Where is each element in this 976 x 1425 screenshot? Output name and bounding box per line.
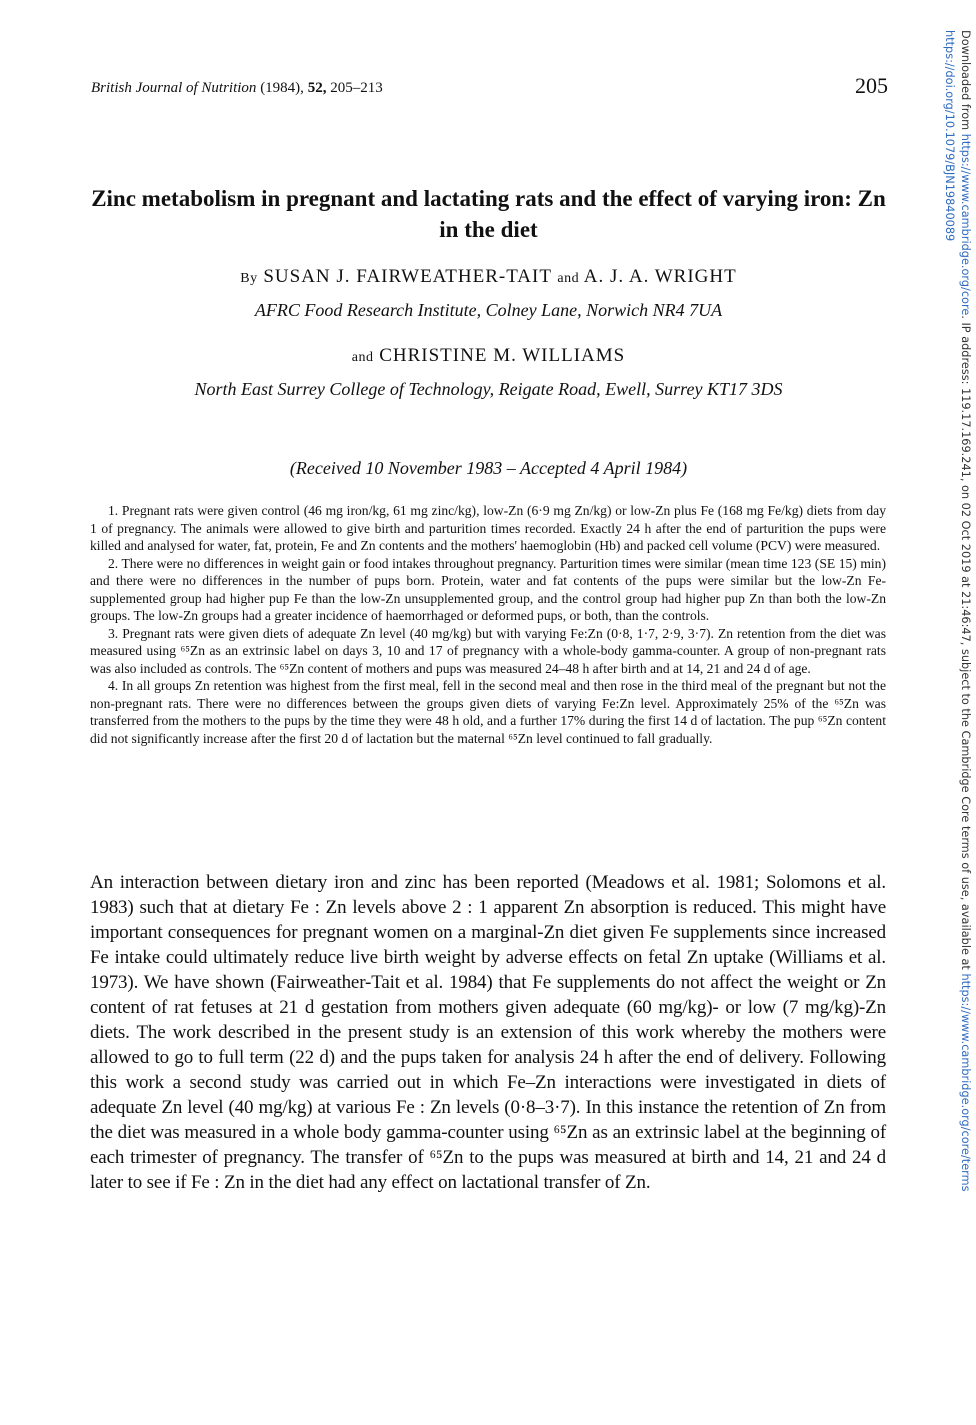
core-link[interactable]: https://www.cambridge.org/core bbox=[959, 133, 972, 316]
affiliation: North East Surrey College of Technology, Reigate Road, Ewell, Surrey KT17 3DS bbox=[194, 379, 783, 399]
download-notice bbox=[938, 30, 974, 1290]
by-word: By bbox=[240, 271, 258, 286]
body-paragraph: An interaction between dietary iron and zinc has been reported (Meadows et al. 1981; Solomons et al. 1983) such that at dietary Fe : Zn levels above 2 : 1 apparent Zn absorption is reduced. This might have important consequences for pregnant women on a marginal-Zn diet given Fe supplements since increased Fe intake could ultimately reduce live birth weight by adverse effects on fetal Zn uptake (Williams et al. 1973). We have shown (Fairweather-Tait et al. 1984) that Fe supplements do not affect the weight or Zn content of rat fetuses at 21 d gestation from mothers given adequate (60 mg/kg)- or low (7 mg/kg)-Zn diets. The work described in the present study is an extension of this work whereby the mothers were allowed to go to full term (22 d) and the pups taken for analysis 24 h after the end of delivery. Following this work a second study was carried out in which Fe–Zn interactions were investigated in diets of adequate Zn level (40 mg/kg) at various Fe : Zn levels (0·8–3·7). In this instance the retention of Zn from the diet was measured in a whole body gamma-counter using ⁶⁵Zn as an extrinsic label at the beginning of each trimester of pregnancy. The transfer of ⁶⁵Zn to the pups was measured at birth and 14, 21 and 24 d later to see if Fe : Zn in the diet had any effect on lactational transfer of Zn. bbox=[90, 872, 886, 1193]
affiliation: AFRC Food Research Institute, Colney Lane, Norwich NR4 7UA bbox=[254, 300, 723, 320]
journal-year: (1984), bbox=[260, 80, 304, 96]
terms-link[interactable]: https://www.cambridge.org/core/terms bbox=[959, 973, 972, 1192]
author-line-2 bbox=[91, 345, 886, 367]
journal-pages: 205–213 bbox=[330, 80, 383, 96]
author-name: A. J. A. WRIGHT bbox=[583, 266, 737, 287]
article-title: Zinc metabolism in pregnant and lactating rats and the effect of varying iron: Zn in the diet bbox=[91, 186, 886, 242]
abstract-paragraph: 2. There were no differences in weight gain or food intakes throughout pregnancy. Parturition times were similar (mean time 123 (SE 15) min) and there were no differences in the number of pups born. Protein, water and fat contents of the pups were similar but the low-Zn Fe-supplemented group had higher pup Fe than the low-Zn unsupplemented group, and the control group had higher pup Zn than both the low-Zn groups. The low-Zn groups had a greater incidence of haemorrhaged or deformed pups, or both, than the controls. bbox=[90, 555, 886, 623]
received-dates: (Received 10 November 1983 – Accepted 4 April 1984) bbox=[289, 458, 688, 478]
and-word: and bbox=[351, 350, 374, 365]
author-line-1 bbox=[91, 266, 886, 288]
introduction bbox=[90, 870, 886, 1195]
page-number: 205 bbox=[855, 73, 888, 98]
running-header bbox=[91, 80, 383, 97]
abstract bbox=[90, 502, 886, 747]
journal-name: British Journal of Nutrition bbox=[91, 80, 257, 96]
and-word: and bbox=[557, 271, 580, 286]
abstract-paragraph: 4. In all groups Zn retention was highest from the first meal, fell in the second meal and then rose in the third meal of the pregnant but not the non-pregnant rats. There were no differences between the groups given diets of varying Fe:Zn level. Approximately 25% of the ⁶⁵Zn was transferred from the mothers to the pups by the time they were 48 h old, and a further 17% during the first 14 d of lactation. The pup ⁶⁵Zn content did not significantly increase after the first 20 d of lactation but the maternal ⁶⁵Zn level continued to fall gradually. bbox=[90, 678, 886, 746]
doi-link[interactable]: https://doi.org/10.1079/BJN19840089 bbox=[943, 30, 956, 242]
author-name: CHRISTINE M. WILLIAMS bbox=[379, 345, 626, 366]
download-notice-text bbox=[958, 30, 972, 1192]
journal-volume: 52, bbox=[307, 80, 327, 96]
ip-text: . IP address: 119.17.169.241, on 02 Oct 2019 at 21:46:47, subject to the Cambridge Core terms of use, available at bbox=[959, 315, 972, 970]
download-prefix: Downloaded from bbox=[959, 30, 972, 131]
abstract-paragraph: 3. Pregnant rats were given diets of adequate Zn level (40 mg/kg) but with varying Fe:Zn (0·8, 1·7, 2·9, 3·7). Zn retention from the diet was measured using ⁶⁵Zn as an extrinsic label on days 3, 10 and 17 of pregnancy with a whole-body gamma-counter. A group of non-pregnant rats was also included as controls. The ⁶⁵Zn content of mothers and pups was measured 24–48 h after birth and at 14, 21 and 24 d of age. bbox=[90, 625, 886, 676]
author-name: SUSAN J. FAIRWEATHER-TAIT bbox=[263, 266, 552, 287]
abstract-paragraph: 1. Pregnant rats were given control (46 mg iron/kg, 61 mg zinc/kg), low-Zn (6·9 mg Zn/kg) or low-Zn plus Fe (168 mg Fe/kg) diets from day 1 of pregnancy. The animals were allowed to give birth and parturition times recorded. Exactly 24 h after the end of parturition the pups were killed and analysed for water, fat, protein, Fe and Zn contents and the mothers' haemoglobin (Hb) and packed cell volume (PCV) were measured. bbox=[90, 503, 886, 553]
